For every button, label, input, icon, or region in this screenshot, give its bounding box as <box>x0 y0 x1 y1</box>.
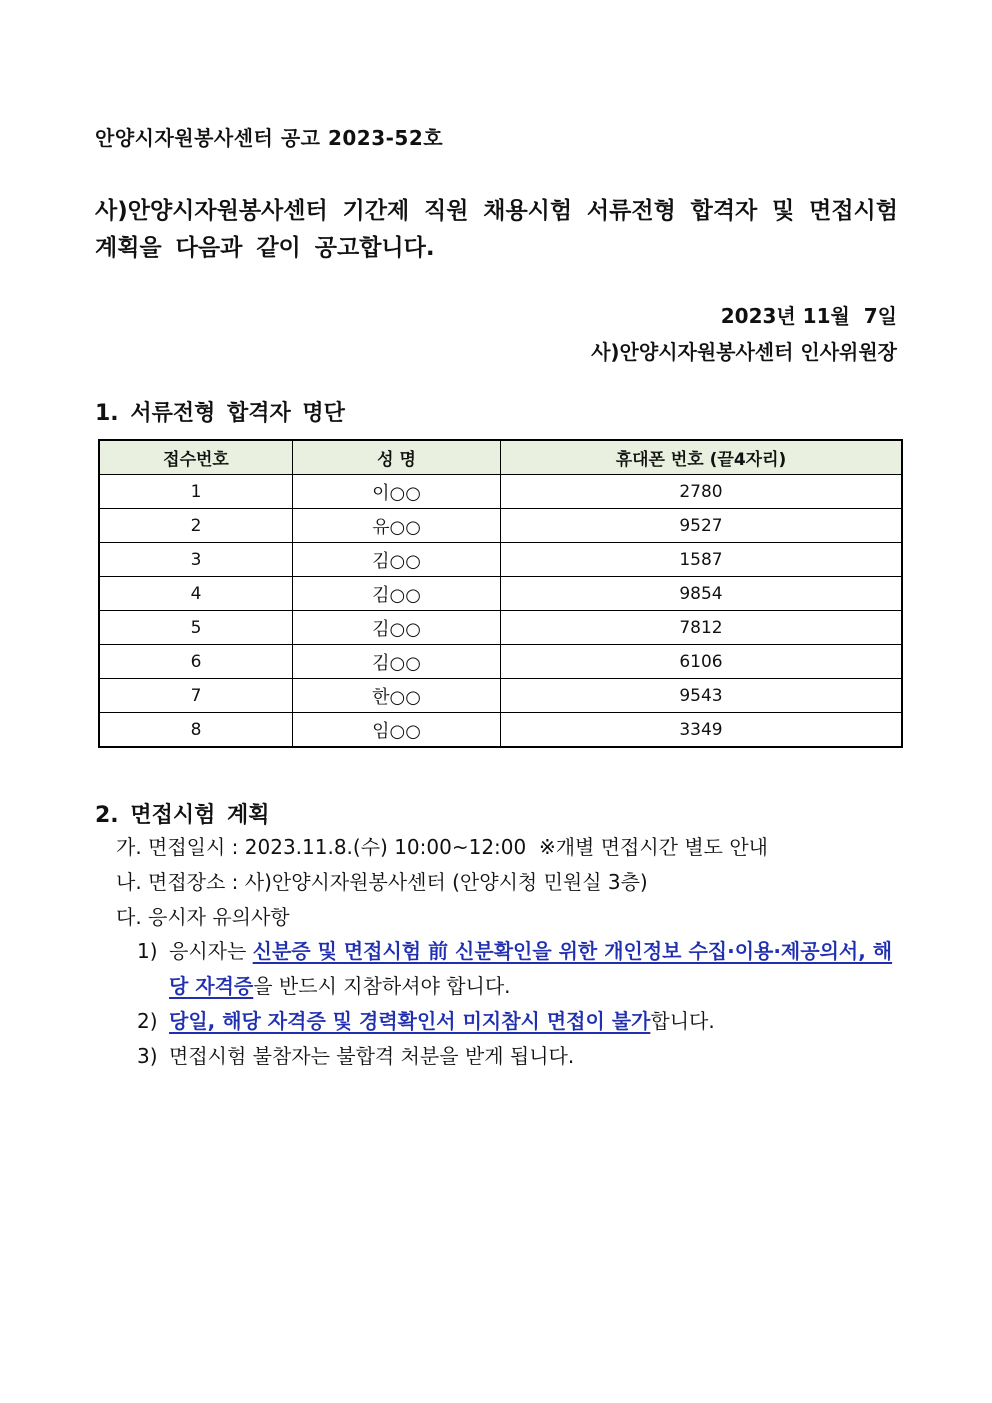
note-number: 3) <box>137 1044 158 1068</box>
cell-phone: 7812 <box>501 611 903 645</box>
note-text: 을 반드시 지참하셔야 합니다. <box>253 974 511 998</box>
note-item-3 <box>137 1039 907 1074</box>
table-row <box>99 645 902 679</box>
note-item-2 <box>137 1004 907 1039</box>
cell-name: 김○○ <box>293 543 501 577</box>
section-title-interview-plan: 2. 면접시험 계획 <box>95 803 270 828</box>
cell-receipt-number: 3 <box>99 543 293 577</box>
table-row <box>99 679 902 713</box>
table-row <box>99 509 902 543</box>
header-name: 성 명 <box>293 440 501 475</box>
cell-receipt-number: 2 <box>99 509 293 543</box>
cell-name: 김○○ <box>293 577 501 611</box>
note-number: 2) <box>137 1009 158 1033</box>
header-receipt-number: 접수번호 <box>99 440 293 475</box>
cell-receipt-number: 7 <box>99 679 293 713</box>
cell-phone: 9527 <box>501 509 903 543</box>
interview-plan <box>116 830 916 935</box>
cell-receipt-number: 6 <box>99 645 293 679</box>
table-row <box>99 713 902 748</box>
table-row <box>99 543 902 577</box>
note-text: 합니다. <box>650 1009 715 1033</box>
notice-issuer: 사)안양시자원봉사센터 인사위원장 <box>591 340 897 364</box>
intro-paragraph: 사)안양시자원봉사센터 기간제 직원 채용시험 서류전형 합격자 및 면접시험 계획을 다음과 같이 공고합니다. <box>95 198 898 261</box>
notice-number: 안양시자원봉사센터 공고 2023-52호 <box>95 126 444 150</box>
section-title-passers: 1. 서류전형 합격자 명단 <box>95 401 345 426</box>
cell-name: 유○○ <box>293 509 501 543</box>
cell-phone: 1587 <box>501 543 903 577</box>
note-highlight: 신분증 및 면접시험 前 신분확인을 위한 개인정보 수집·이용·제공의서, 해당 자격증 <box>169 939 893 998</box>
cell-name: 김○○ <box>293 645 501 679</box>
note-text: 응시자는 <box>169 939 253 963</box>
note-item-1 <box>137 934 907 1004</box>
cell-phone: 2780 <box>501 475 903 509</box>
cell-name: 임○○ <box>293 713 501 748</box>
cell-receipt-number: 5 <box>99 611 293 645</box>
note-number: 1) <box>137 939 158 963</box>
cell-phone: 9854 <box>501 577 903 611</box>
cell-name: 이○○ <box>293 475 501 509</box>
note-text: 면접시험 불참자는 불합격 처분을 받게 됩니다. <box>169 1044 575 1068</box>
interview-datetime: 가. 면접일시 : 2023.11.8.(수) 10:00~12:00 ※개별 면접시간 별도 안내 <box>116 835 768 859</box>
cell-name: 김○○ <box>293 611 501 645</box>
cell-phone: 3349 <box>501 713 903 748</box>
cell-phone: 9543 <box>501 679 903 713</box>
notice-date: 2023년 11월 7일 <box>720 304 897 328</box>
cell-receipt-number: 4 <box>99 577 293 611</box>
cell-receipt-number: 1 <box>99 475 293 509</box>
table-row <box>99 475 902 509</box>
cell-phone: 6106 <box>501 645 903 679</box>
passers-table <box>98 439 903 748</box>
cell-name: 한○○ <box>293 679 501 713</box>
table-row <box>99 611 902 645</box>
table-row <box>99 577 902 611</box>
header-phone: 휴대폰 번호 (끝4자리) <box>501 440 903 475</box>
note-highlight: 당일, 해당 자격증 및 경력확인서 미지참시 면접이 불가 <box>169 1009 651 1033</box>
applicant-notes-heading: 다. 응시자 유의사항 <box>116 905 290 929</box>
table-header-row <box>99 440 902 475</box>
cell-receipt-number: 8 <box>99 713 293 748</box>
interview-location: 나. 면접장소 : 사)안양시자원봉사센터 (안양시청 민원실 3층) <box>116 870 648 894</box>
